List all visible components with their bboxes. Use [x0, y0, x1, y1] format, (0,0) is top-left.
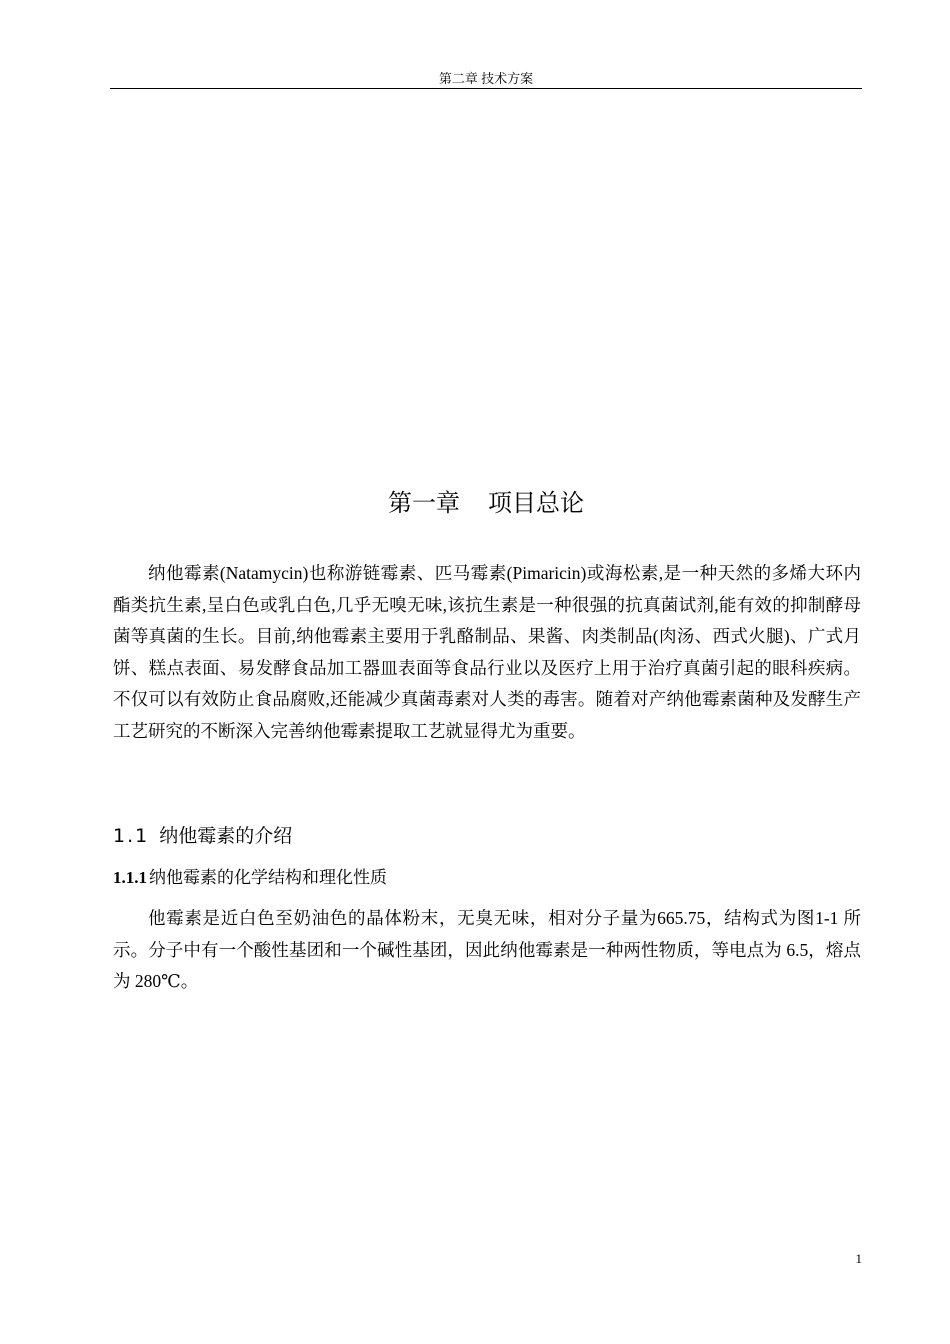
intro-paragraph: 纳他霉素(Natamycin)也称游链霉素、匹马霉素(Pimaricin)或海松素,是一种天然的多烯大环内酯类抗生素,呈白色或乳白色,几乎无嗅无味,该抗生素是一种很强的抗真菌试剂,能有效的抑制酵母菌等真菌的生长。目前,纳他霉素主要用于乳酪制品、果酱、肉类制品(肉汤、西式火腿)、广式月饼、糕点表面、易发酵食品加工器皿表面等食品行业以及医疗上用于治疗真菌引起的眼科疾病。不仅可以有效防止食品腐败,还能减少真菌毒素对人类的毒害。随着对产纳他霉素菌种及发酵生产工艺研究的不断深入完善纳他霉素提取工艺就显得尤为重要。: [113, 563, 861, 741]
chapter-title: [110, 486, 862, 520]
running-header: 第二章 技术方案: [438, 71, 534, 86]
section-number: 1.1: [113, 825, 150, 847]
subsection-title: 纳他霉素的化学结构和理化性质: [149, 868, 387, 887]
chapter-number: 第一章: [388, 489, 460, 518]
subsection-number: 1.1.1: [113, 868, 147, 887]
header-rule: [110, 88, 862, 89]
subsection-heading: [113, 864, 387, 892]
chapter-name: 项目总论: [488, 489, 584, 518]
section-heading: [113, 820, 292, 852]
section-title: 纳他霉素的介绍: [159, 825, 293, 847]
properties-paragraph: 他霉素是近白色至奶油色的晶体粉末，无臭无味，相对分子量为665.75，结构式为图1-1 所示。分子中有一个酸性基团和一个碱性基团，因此纳他霉素是一种两性物质，等电点为 6.5，熔点为 280℃。: [113, 908, 861, 991]
page-number: 1: [855, 1251, 862, 1266]
